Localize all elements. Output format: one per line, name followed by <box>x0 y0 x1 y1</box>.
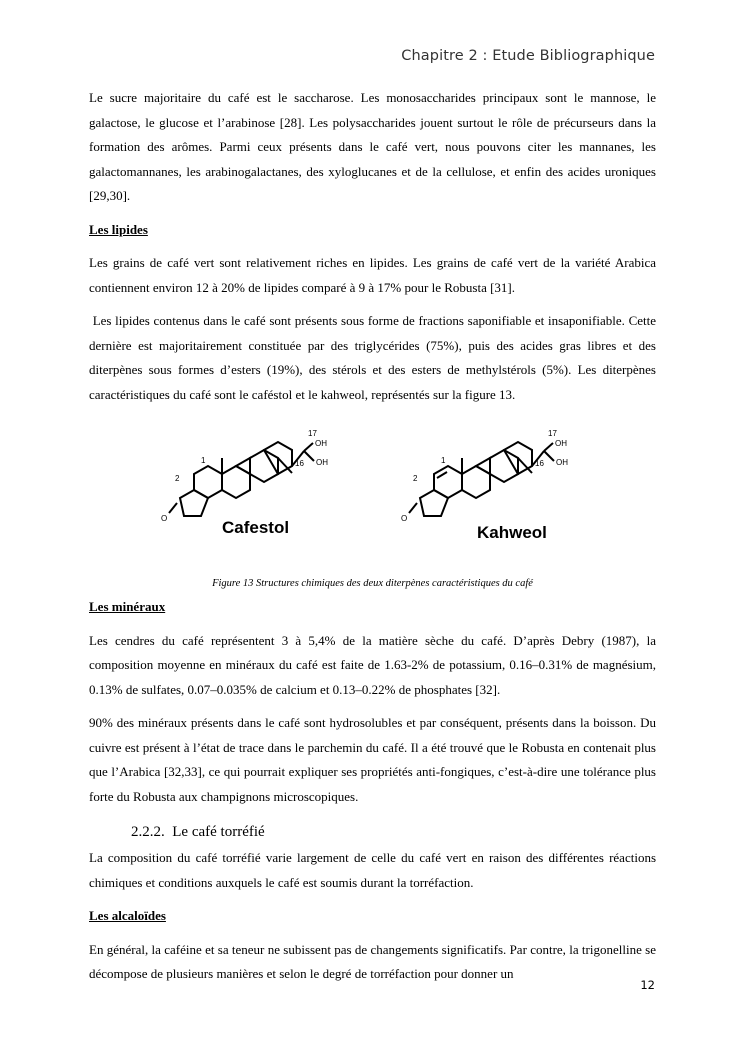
figure-13 <box>89 413 656 571</box>
paragraph-mineraux-1: Les cendres du café représentent 3 à 5,4% de la matière sèche du café. D’après Debry (1987), la composition moyenne en minéraux du café est faite de 1.63-2% de potassium, 0.16–0.31% de magnésium, 0.13% de sulfates, 0.07–0.035% de calcium et 0.13–0.22% de phosphates [32]. <box>89 632 656 697</box>
page-content <box>89 86 660 987</box>
heading-mineraux: Les minéraux <box>89 599 166 614</box>
kahweol-oh-1: OH <box>555 439 567 448</box>
paragraph-sugars: Le sucre majoritaire du café est le saccharose. Les monosaccharides principaux sont le mannose, le galactose, le glucose et l’arabinose [28]. Les polysaccharides jouent surtout le rôle de précurseurs dans la formation des arômes. Parmi ceux présents dans le café vert, nous pouvons citer les mannanes, les galactomannanes, les arabinogalactanes, des xyloglucanes et de la cellulose, et enfin des acides uroniques [29,30]. <box>89 90 656 203</box>
cafestol-label-2: 2 <box>175 474 180 483</box>
kahweol-label-2: 2 <box>413 474 418 483</box>
paragraph-mineraux-2: 90% des minéraux présents dans le café sont hydrosolubles et par conséquent, présents dans la boisson. Du cuivre est présent à l’état de trace dans le parchemin du café. Il a été trouvé que le Robusta en contenait plus que l’Arabica [32,33], ce qui pourrait expliquer ses propriétés anti-fongiques, c’est-à-dire une tolérance plus forte du Robusta aux champignons microscopiques. <box>89 715 656 804</box>
cafestol-oxygen: O <box>161 514 168 523</box>
paragraph-lipides-2: Les lipides contenus dans le café sont présents sous forme de fractions saponifiable et insaponifiable. Cette dernière est majoritairement constituée par des triglycérides (75%), puis des acides gras libres et des diterpènes sous formes d’esters (19%), des stérols et des esters de methylstérols (5%). Les diterpènes caractéristiques du café sont le caféstol et le kahweol, représentés sur la figure 13. <box>89 313 660 402</box>
kahweol-label-17: 17 <box>548 429 557 438</box>
cafestol-oh-1: OH <box>315 439 327 448</box>
kahweol-structure <box>409 442 554 516</box>
cafestol-label-16: 16 <box>295 459 304 468</box>
kahweol-label-1: 1 <box>441 456 446 465</box>
diterpene-structures <box>89 413 656 571</box>
kahweol-label-16: 16 <box>535 459 544 468</box>
chapter-header: Chapitre 2 : Etude Bibliographique <box>401 48 655 64</box>
heading-alcaloides: Les alcaloïdes <box>89 908 166 923</box>
page-number: 12 <box>640 978 655 992</box>
kahweol-oh-2: OH <box>556 458 568 467</box>
paragraph-torrefie: La composition du café torréfié varie largement de celle du café vert en raison des différentes réactions chimiques et conditions auxquels le café est soumis durant la torréfaction. <box>89 850 656 890</box>
cafestol-label-1: 1 <box>201 456 206 465</box>
kahweol-oxygen: O <box>401 514 408 523</box>
figure-caption: Figure 13 Structures chimiques des deux diterpènes caractéristiques du café <box>212 578 533 589</box>
heading-lipides: Les lipides <box>89 221 148 237</box>
cafestol-oh-2: OH <box>316 458 328 467</box>
cafestol-structure <box>169 442 314 516</box>
kahweol-name: Kahweol <box>477 523 547 542</box>
paragraph-alcaloides: En général, la caféine et sa teneur ne subissent pas de changements significatifs. Par contre, la trigonelline se décompose de plusieurs manières et selon le degré de torréfaction pour donner un <box>89 941 656 981</box>
section-title: 2.2.2. Le café torréfié <box>131 824 265 840</box>
cafestol-name: Cafestol <box>222 518 290 537</box>
cafestol-label-17: 17 <box>308 429 317 438</box>
paragraph-lipides-1: Les grains de café vert sont relativement riches en lipides. Les grains de café vert de la variété Arabica contiennent environ 12 à 20% de lipides comparé à 9 à 17% pour le Robusta [31]. <box>89 255 656 295</box>
